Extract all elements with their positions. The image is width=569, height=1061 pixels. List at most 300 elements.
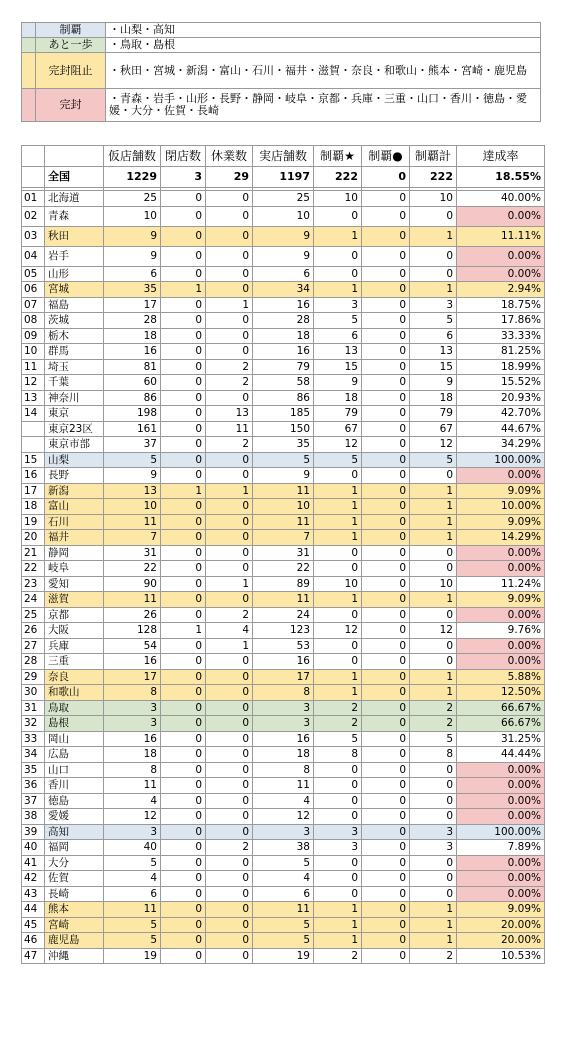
header-code <box>22 146 45 167</box>
value-cell: 2 <box>410 700 457 716</box>
prefecture-code: 32 <box>22 716 45 732</box>
value-cell: 1 <box>410 685 457 701</box>
prefecture-code: 08 <box>22 313 45 329</box>
prefecture-name: 岡山 <box>45 731 104 747</box>
prefecture-code: 35 <box>22 762 45 778</box>
value-cell: 3 <box>253 716 314 732</box>
header-cell: 達成率 <box>457 146 545 167</box>
value-cell: 6 <box>104 266 161 282</box>
achievement-rate-cell: 81.25% <box>457 344 545 360</box>
table-row <box>22 902 545 918</box>
legend-label: 制覇 <box>36 23 106 38</box>
value-cell: 0 <box>362 437 410 453</box>
value-cell: 0 <box>362 406 410 422</box>
value-cell: 54 <box>104 638 161 654</box>
achievement-rate-cell: 9.09% <box>457 483 545 499</box>
prefecture-code: 01 <box>22 191 45 207</box>
value-cell: 0 <box>362 313 410 329</box>
prefecture-name: 石川 <box>45 514 104 530</box>
value-cell: 9 <box>253 226 314 246</box>
value-cell: 19 <box>253 948 314 964</box>
legend-label: 完封阻止 <box>36 53 106 89</box>
store-table-body <box>22 146 545 964</box>
table-row <box>22 437 545 453</box>
legend-swatch <box>22 89 36 122</box>
value-cell: 0 <box>314 266 362 282</box>
prefecture-name: 奈良 <box>45 669 104 685</box>
value-cell: 18 <box>253 747 314 763</box>
value-cell: 0 <box>314 778 362 794</box>
value-cell: 11 <box>104 902 161 918</box>
value-cell: 11 <box>104 778 161 794</box>
value-cell: 0 <box>206 654 253 670</box>
legend-values: ・秋田・宮城・新潟・富山・石川・福井・滋賀・奈良・和歌山・熊本・宮崎・鹿児島 <box>106 53 541 89</box>
value-cell: 0 <box>362 824 410 840</box>
value-cell: 16 <box>253 344 314 360</box>
prefecture-code: 02 <box>22 206 45 226</box>
value-cell: 79 <box>410 406 457 422</box>
value-cell: 0 <box>206 545 253 561</box>
value-cell: 0 <box>161 793 206 809</box>
value-cell: 0 <box>206 206 253 226</box>
prefecture-name: 宮崎 <box>45 917 104 933</box>
value-cell: 0 <box>161 871 206 887</box>
prefecture-code: 45 <box>22 917 45 933</box>
value-cell: 0 <box>410 793 457 809</box>
value-cell: 0 <box>362 359 410 375</box>
value-cell: 0 <box>410 855 457 871</box>
value-cell: 0 <box>161 716 206 732</box>
value-cell: 0 <box>206 344 253 360</box>
header-cell: 制覇計 <box>410 146 457 167</box>
value-cell: 0 <box>161 855 206 871</box>
achievement-rate-cell: 0.00% <box>457 793 545 809</box>
table-row <box>22 840 545 856</box>
value-cell: 0 <box>362 700 410 716</box>
table-row <box>22 607 545 623</box>
value-cell: 0 <box>410 762 457 778</box>
value-cell: 6 <box>253 886 314 902</box>
value-cell: 8 <box>314 747 362 763</box>
value-cell: 1 <box>314 669 362 685</box>
value-cell: 0 <box>161 654 206 670</box>
table-row <box>22 375 545 391</box>
prefecture-name: 鳥取 <box>45 700 104 716</box>
achievement-rate-cell: 2.94% <box>457 282 545 298</box>
value-cell: 0 <box>161 313 206 329</box>
table-row <box>22 948 545 964</box>
value-cell: 0 <box>206 452 253 468</box>
achievement-rate-cell: 7.89% <box>457 840 545 856</box>
value-cell: 0 <box>362 747 410 763</box>
header-cell: 実店舗数 <box>253 146 314 167</box>
achievement-rate-cell: 0.00% <box>457 266 545 282</box>
value-cell: 3 <box>314 840 362 856</box>
achievement-rate-cell: 0.00% <box>457 871 545 887</box>
value-cell: 86 <box>104 390 161 406</box>
achievement-rate-cell: 0.00% <box>457 468 545 484</box>
achievement-rate-cell: 20.93% <box>457 390 545 406</box>
value-cell: 0 <box>362 855 410 871</box>
prefecture-name: 長野 <box>45 468 104 484</box>
header-row <box>22 146 545 167</box>
value-cell: 17 <box>104 669 161 685</box>
header-cell: 仮店舗数 <box>104 146 161 167</box>
value-cell: 4 <box>104 793 161 809</box>
value-cell: 11 <box>253 778 314 794</box>
value-cell: 28 <box>253 313 314 329</box>
value-cell: 1 <box>206 483 253 499</box>
achievement-rate-cell: 66.67% <box>457 716 545 732</box>
value-cell: 0 <box>161 638 206 654</box>
value-cell: 0 <box>362 933 410 949</box>
legend-body <box>22 23 541 122</box>
table-row <box>22 421 545 437</box>
value-cell: 8 <box>410 747 457 763</box>
value-cell: 9 <box>104 246 161 266</box>
value-cell: 0 <box>206 282 253 298</box>
prefecture-name: 和歌山 <box>45 685 104 701</box>
value-cell: 9 <box>253 468 314 484</box>
achievement-rate-cell: 9.09% <box>457 592 545 608</box>
value-cell: 0 <box>206 328 253 344</box>
prefecture-name: 茨城 <box>45 313 104 329</box>
table-row <box>22 700 545 716</box>
prefecture-code: 11 <box>22 359 45 375</box>
value-cell: 8 <box>104 762 161 778</box>
prefecture-name: 埼玉 <box>45 359 104 375</box>
value-cell: 0 <box>206 246 253 266</box>
prefecture-name: 山口 <box>45 762 104 778</box>
table-row <box>22 499 545 515</box>
prefecture-name: 愛媛 <box>45 809 104 825</box>
table-row <box>22 917 545 933</box>
value-cell: 0 <box>161 840 206 856</box>
value-cell: 9 <box>104 468 161 484</box>
value-cell: 16 <box>253 297 314 313</box>
value-cell: 12 <box>314 437 362 453</box>
value-cell: 1 <box>410 933 457 949</box>
value-cell: 2 <box>314 700 362 716</box>
value-cell: 0 <box>161 530 206 546</box>
prefecture-code: 17 <box>22 483 45 499</box>
value-cell: 0 <box>314 855 362 871</box>
value-cell: 0 <box>362 716 410 732</box>
value-cell: 19 <box>104 948 161 964</box>
prefecture-name: 沖縄 <box>45 948 104 964</box>
achievement-rate-cell: 42.70% <box>457 406 545 422</box>
value-cell: 1 <box>314 483 362 499</box>
value-cell: 1 <box>314 685 362 701</box>
value-cell: 0 <box>314 468 362 484</box>
value-cell: 5 <box>410 452 457 468</box>
prefecture-code: 10 <box>22 344 45 360</box>
value-cell: 26 <box>104 607 161 623</box>
legend-row <box>22 89 541 122</box>
value-cell: 0 <box>161 607 206 623</box>
value-cell: 0 <box>362 297 410 313</box>
value-cell: 3 <box>253 700 314 716</box>
prefecture-name: 栃木 <box>45 328 104 344</box>
value-cell: 11 <box>104 592 161 608</box>
value-cell: 1 <box>161 623 206 639</box>
table-row <box>22 855 545 871</box>
prefecture-code: 06 <box>22 282 45 298</box>
value-cell: 198 <box>104 406 161 422</box>
value-cell: 0 <box>410 561 457 577</box>
value-cell: 0 <box>206 669 253 685</box>
prefecture-code: 23 <box>22 576 45 592</box>
value-cell: 0 <box>206 313 253 329</box>
header-cell: 休業数 <box>206 146 253 167</box>
value-cell: 0 <box>362 840 410 856</box>
achievement-rate-cell: 0.00% <box>457 545 545 561</box>
table-row <box>22 483 545 499</box>
prefecture-code: 39 <box>22 824 45 840</box>
value-cell: 5 <box>314 452 362 468</box>
table-row <box>22 623 545 639</box>
value-cell: 12 <box>410 623 457 639</box>
value-cell: 0 <box>161 576 206 592</box>
prefecture-name: 北海道 <box>45 191 104 207</box>
value-cell: 0 <box>161 933 206 949</box>
value-cell: 0 <box>362 638 410 654</box>
value-cell: 67 <box>314 421 362 437</box>
value-cell: 12 <box>410 437 457 453</box>
value-cell: 0 <box>206 886 253 902</box>
value-cell: 0 <box>161 669 206 685</box>
header-name <box>45 146 104 167</box>
table-row <box>22 313 545 329</box>
prefecture-code: 36 <box>22 778 45 794</box>
prefecture-code: 42 <box>22 871 45 887</box>
value-cell: 0 <box>206 390 253 406</box>
value-cell: 9 <box>410 375 457 391</box>
achievement-rate-cell: 0.00% <box>457 206 545 226</box>
value-cell: 1 <box>410 917 457 933</box>
value-cell: 0 <box>206 514 253 530</box>
value-cell: 0 <box>362 793 410 809</box>
value-cell: 22 <box>104 561 161 577</box>
table-row <box>22 452 545 468</box>
value-cell: 0 <box>206 948 253 964</box>
achievement-rate-cell: 11.24% <box>457 576 545 592</box>
value-cell: 0 <box>206 530 253 546</box>
value-cell: 0 <box>206 561 253 577</box>
value-cell: 0 <box>161 948 206 964</box>
achievement-rate-cell: 33.33% <box>457 328 545 344</box>
value-cell: 128 <box>104 623 161 639</box>
value-cell: 11 <box>253 514 314 530</box>
value-cell: 0 <box>161 226 206 246</box>
prefecture-code: 28 <box>22 654 45 670</box>
table-row <box>22 654 545 670</box>
value-cell: 5 <box>253 933 314 949</box>
legend-table <box>21 22 541 122</box>
value-cell: 0 <box>410 607 457 623</box>
prefecture-name: 岐阜 <box>45 561 104 577</box>
value-cell: 0 <box>362 762 410 778</box>
value-cell: 0 <box>314 607 362 623</box>
value-cell: 2 <box>206 840 253 856</box>
value-cell: 0 <box>161 809 206 825</box>
value-cell: 0 <box>161 778 206 794</box>
prefecture-code: 46 <box>22 933 45 949</box>
value-cell: 0 <box>362 917 410 933</box>
achievement-rate-cell: 18.75% <box>457 297 545 313</box>
value-cell: 0 <box>161 514 206 530</box>
value-cell: 7 <box>104 530 161 546</box>
value-cell: 0 <box>362 778 410 794</box>
value-cell: 11 <box>253 902 314 918</box>
value-cell: 0 <box>362 266 410 282</box>
table-row <box>22 669 545 685</box>
value-cell: 0 <box>410 246 457 266</box>
achievement-rate-cell: 34.29% <box>457 437 545 453</box>
total-cell: 1229 <box>104 167 161 188</box>
prefecture-name: 千葉 <box>45 375 104 391</box>
value-cell: 11 <box>104 514 161 530</box>
value-cell: 0 <box>206 468 253 484</box>
value-cell: 3 <box>104 700 161 716</box>
value-cell: 4 <box>253 793 314 809</box>
achievement-rate-cell: 100.00% <box>457 452 545 468</box>
value-cell: 0 <box>206 778 253 794</box>
achievement-rate-cell: 18.99% <box>457 359 545 375</box>
value-cell: 0 <box>161 375 206 391</box>
value-cell: 58 <box>253 375 314 391</box>
prefecture-code: 24 <box>22 592 45 608</box>
value-cell: 13 <box>206 406 253 422</box>
prefecture-code: 26 <box>22 623 45 639</box>
legend-label: あと一歩 <box>36 38 106 53</box>
total-row <box>22 167 545 188</box>
value-cell: 1 <box>206 297 253 313</box>
value-cell: 10 <box>104 499 161 515</box>
value-cell: 38 <box>253 840 314 856</box>
table-row <box>22 592 545 608</box>
value-cell: 0 <box>206 191 253 207</box>
table-row <box>22 390 545 406</box>
value-cell: 5 <box>104 452 161 468</box>
value-cell: 5 <box>253 452 314 468</box>
value-cell: 0 <box>206 747 253 763</box>
value-cell: 3 <box>410 840 457 856</box>
achievement-rate-cell: 0.00% <box>457 855 545 871</box>
prefecture-code: 22 <box>22 561 45 577</box>
value-cell: 0 <box>410 654 457 670</box>
value-cell: 16 <box>104 344 161 360</box>
prefecture-name: 長崎 <box>45 886 104 902</box>
table-row <box>22 638 545 654</box>
value-cell: 2 <box>206 607 253 623</box>
value-cell: 0 <box>410 266 457 282</box>
value-cell: 4 <box>206 623 253 639</box>
table-row <box>22 297 545 313</box>
value-cell: 0 <box>362 206 410 226</box>
table-row <box>22 685 545 701</box>
table-row <box>22 545 545 561</box>
value-cell: 0 <box>161 406 206 422</box>
value-cell: 0 <box>362 344 410 360</box>
prefecture-name: 新潟 <box>45 483 104 499</box>
value-cell: 0 <box>410 206 457 226</box>
achievement-rate-cell: 31.25% <box>457 731 545 747</box>
value-cell: 90 <box>104 576 161 592</box>
prefecture-name: 大分 <box>45 855 104 871</box>
prefecture-code <box>22 437 45 453</box>
table-row <box>22 246 545 266</box>
value-cell: 4 <box>253 871 314 887</box>
prefecture-name: 富山 <box>45 499 104 515</box>
achievement-rate-cell: 44.44% <box>457 747 545 763</box>
achievement-rate-cell: 20.00% <box>457 917 545 933</box>
legend-swatch <box>22 38 36 53</box>
value-cell: 0 <box>362 561 410 577</box>
value-cell: 0 <box>206 716 253 732</box>
value-cell: 3 <box>410 824 457 840</box>
value-cell: 0 <box>161 297 206 313</box>
value-cell: 1 <box>314 592 362 608</box>
value-cell: 1 <box>314 226 362 246</box>
value-cell: 1 <box>410 592 457 608</box>
value-cell: 8 <box>104 685 161 701</box>
value-cell: 1 <box>410 226 457 246</box>
value-cell: 2 <box>206 359 253 375</box>
achievement-rate-cell: 10.53% <box>457 948 545 964</box>
prefecture-name: 山梨 <box>45 452 104 468</box>
value-cell: 0 <box>314 886 362 902</box>
value-cell: 8 <box>253 762 314 778</box>
value-cell: 16 <box>104 654 161 670</box>
prefecture-code: 16 <box>22 468 45 484</box>
value-cell: 0 <box>206 871 253 887</box>
value-cell: 0 <box>206 592 253 608</box>
value-cell: 0 <box>362 623 410 639</box>
value-cell: 2 <box>206 375 253 391</box>
value-cell: 2 <box>314 716 362 732</box>
prefecture-code: 44 <box>22 902 45 918</box>
value-cell: 1 <box>410 514 457 530</box>
value-cell: 0 <box>161 191 206 207</box>
prefecture-code: 47 <box>22 948 45 964</box>
prefecture-code: 20 <box>22 530 45 546</box>
value-cell: 0 <box>161 421 206 437</box>
value-cell: 10 <box>314 191 362 207</box>
achievement-rate-cell: 0.00% <box>457 246 545 266</box>
table-row <box>22 344 545 360</box>
value-cell: 4 <box>104 871 161 887</box>
value-cell: 0 <box>206 226 253 246</box>
value-cell: 11 <box>206 421 253 437</box>
value-cell: 0 <box>362 607 410 623</box>
table-row <box>22 747 545 763</box>
value-cell: 0 <box>314 246 362 266</box>
table-row <box>22 359 545 375</box>
value-cell: 11 <box>253 483 314 499</box>
value-cell: 16 <box>253 654 314 670</box>
value-cell: 0 <box>314 654 362 670</box>
prefecture-name: 兵庫 <box>45 638 104 654</box>
value-cell: 22 <box>253 561 314 577</box>
prefecture-name: 東京 <box>45 406 104 422</box>
prefecture-name: 群馬 <box>45 344 104 360</box>
table-row <box>22 716 545 732</box>
legend-values: ・鳥取・島根 <box>106 38 541 53</box>
prefecture-code: 07 <box>22 297 45 313</box>
value-cell: 0 <box>314 545 362 561</box>
value-cell: 5 <box>104 917 161 933</box>
